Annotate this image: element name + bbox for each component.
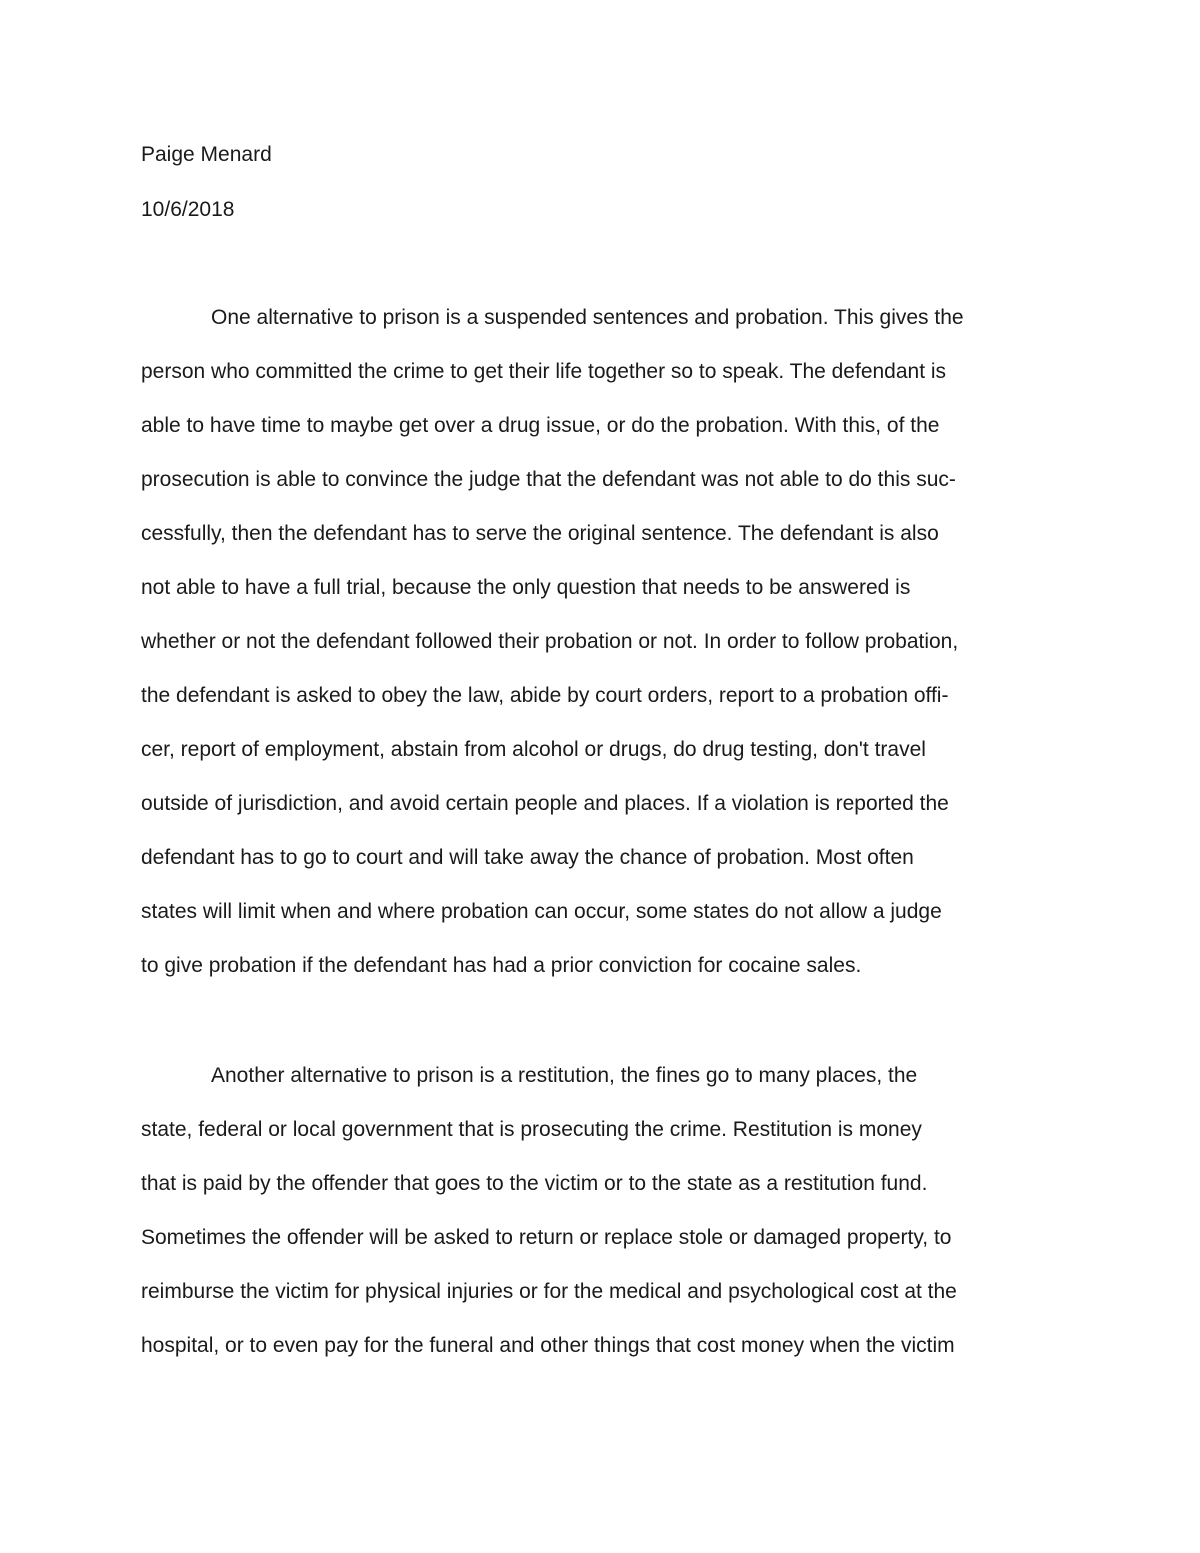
paragraph-1-line: not able to have a full trial, because the only question that needs to be answered is (141, 576, 911, 599)
paragraph-1-line: to give probation if the defendant has had a prior conviction for cocaine sales. (141, 954, 862, 977)
paragraph-1-line: states will limit when and where probation can occur, some states do not allow a judge (141, 900, 942, 923)
paragraph-1-line: One alternative to prison is a suspended sentences and probation. This gives the (211, 306, 964, 329)
paragraph-1-line: able to have time to maybe get over a drug issue, or do the probation. With this, of the (141, 414, 940, 437)
document-date: 10/6/2018 (141, 198, 235, 221)
paragraph-1-line: person who committed the crime to get their life together so to speak. The defendant is (141, 360, 947, 383)
paragraph-2-line: Sometimes the offender will be asked to return or replace stole or damaged property, to (141, 1226, 952, 1249)
paragraph-1-line: the defendant is asked to obey the law, abide by court orders, report to a probation offi- (141, 684, 949, 707)
paragraph-1-line: cessfully, then the defendant has to serve the original sentence. The defendant is also (141, 522, 939, 545)
paragraph-1-line: whether or not the defendant followed their probation or not. In order to follow probation, (141, 630, 959, 653)
paragraph-2-line: state, federal or local government that is prosecuting the crime. Restitution is money (141, 1118, 922, 1141)
paragraph-2-line: reimburse the victim for physical injuries or for the medical and psychological cost at the (141, 1280, 957, 1303)
paragraph-2-line: that is paid by the offender that goes to the victim or to the state as a restitution fund. (141, 1172, 928, 1195)
paragraph-1-line: outside of jurisdiction, and avoid certain people and places. If a violation is reported the (141, 792, 949, 815)
paragraph-2-line: Another alternative to prison is a restitution, the fines go to many places, the (211, 1064, 918, 1087)
paragraph-1-line: cer, report of employment, abstain from alcohol or drugs, do drug testing, don't travel (141, 738, 926, 761)
paragraph-1-line: prosecution is able to convince the judge that the defendant was not able to do this suc- (141, 468, 956, 491)
paragraph-1-line: defendant has to go to court and will take away the chance of probation. Most often (141, 846, 914, 869)
author-name: Paige Menard (141, 143, 272, 166)
paragraph-2-line: hospital, or to even pay for the funeral and other things that cost money when the victim (141, 1334, 955, 1357)
